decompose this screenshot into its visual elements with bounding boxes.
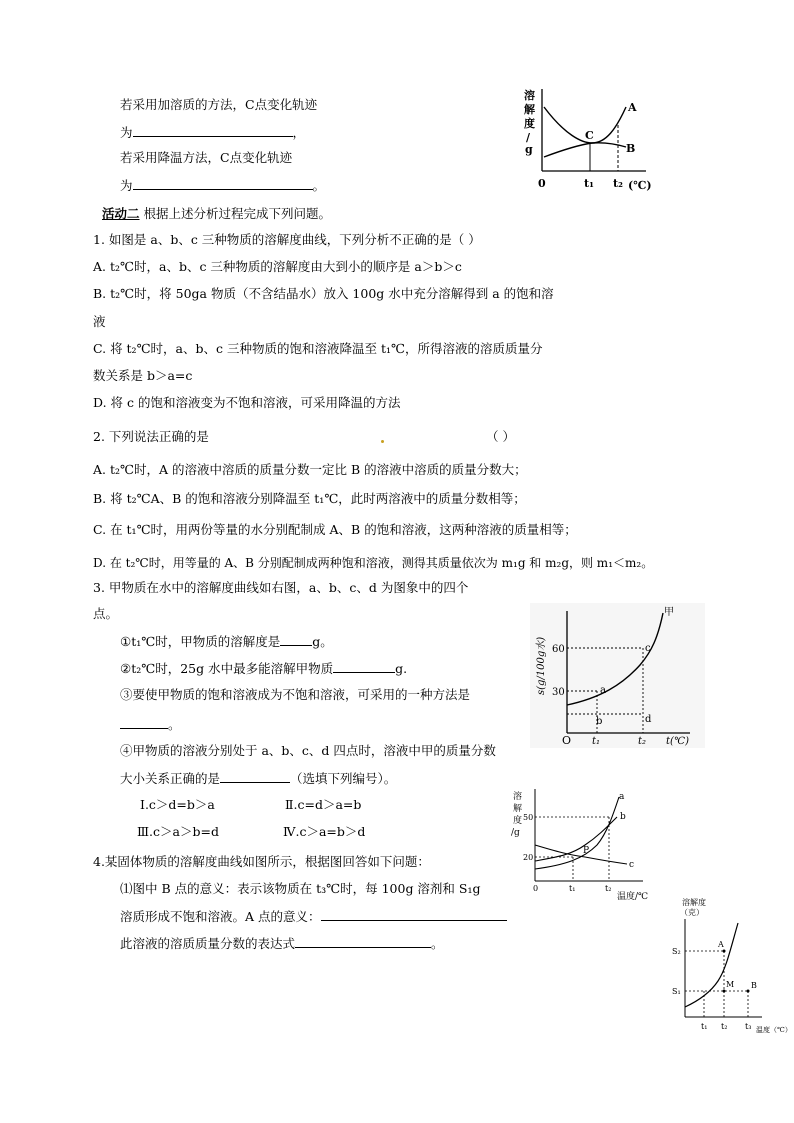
fig1-label-c: C	[585, 129, 594, 142]
fig1-unit: (℃)	[628, 179, 652, 192]
fig4-point-a-marker	[723, 950, 726, 953]
fig3-ylabel-2: 解	[513, 804, 523, 814]
fig1-t2: t₂	[613, 177, 623, 190]
q2-stem: 2. 下列说法正确的是	[93, 429, 209, 444]
fig3-t1: t₁	[569, 884, 576, 893]
intro-line-2-suffix: ，	[292, 125, 306, 140]
q1-option-c-line2: 数关系是 b＞a=c	[93, 368, 193, 383]
q3-item-3: ③要使甲物质的饱和溶液成为不饱和溶液，可采用的一种方法是	[120, 687, 471, 702]
fig3-tick-20: 20	[523, 853, 534, 862]
intro-line-1: 若采用加溶质的方法，C点变化轨迹	[120, 97, 318, 112]
q1-option-b-line1: B. t₂℃时，将 50ga 物质（不含结晶水）放入 100g 水中充分溶解得到 a 的饱和溶	[93, 286, 554, 301]
fig2-tick-30: 30	[552, 687, 565, 698]
intro-line-2-prefix: 为	[120, 125, 133, 140]
q3-item-4-line2	[120, 770, 396, 787]
q3-stem-line1: 3. 甲物质在水中的溶解度曲线如右图，a、b、c、d 为图象中的四个	[93, 580, 469, 595]
intro-line-2	[120, 124, 305, 141]
q3-blank-1[interactable]	[280, 633, 312, 646]
fig3-label-b: b	[620, 812, 626, 822]
figure-1-solubility-chart	[520, 85, 660, 197]
q3-option-1: Ⅰ.c＞d=b＞a	[140, 797, 215, 812]
fig2-ylabel: s(g/100g水)	[536, 636, 547, 695]
q3-option-2: Ⅱ.c=d＞a=b	[285, 797, 362, 812]
q1-option-a: A. t₂℃时，a、b、c 三种物质的溶解度由大到小的顺序是 a＞b＞c	[93, 259, 462, 274]
fig3-origin: 0	[533, 884, 539, 893]
fig3-label-c: c	[629, 860, 635, 870]
answer-blank-2[interactable]	[133, 177, 313, 190]
q1-option-b-line2: 液	[93, 314, 106, 329]
fig1-origin: 0	[538, 177, 546, 190]
fig4-tick-s2: S₂	[672, 947, 681, 956]
fig1-ylabel-4: /	[526, 131, 531, 144]
fig4-curve	[685, 923, 738, 1007]
fig4-t1: t₁	[701, 1022, 708, 1031]
intro-line-4-suffix: 。	[312, 178, 326, 193]
q3-item-2	[120, 660, 407, 677]
intro-line-4	[120, 177, 325, 194]
q3-blank-4[interactable]	[220, 770, 290, 783]
fig2-point-a: a	[600, 685, 606, 696]
fig2-background	[530, 603, 705, 748]
activity-2-heading	[102, 206, 331, 222]
intro-line-3: 若采用降温方法，C点变化轨迹	[120, 150, 293, 165]
figure-4-solubility-chart	[668, 895, 792, 1040]
fig3-label-p: P	[583, 846, 590, 856]
fig4-point-m-marker	[723, 990, 726, 993]
q1-stem: 1. 如图是 a、b、c 三种物质的溶解度曲线，下列分析不正确的是（ ）	[93, 232, 481, 247]
figure-3-solubility-chart	[505, 787, 660, 902]
fig2-curve-label: 甲	[664, 607, 674, 618]
q3-item-3-line2	[120, 716, 181, 733]
fig1-t1: t₁	[584, 177, 594, 190]
fig4-label-a: A	[718, 940, 724, 949]
q3-item-3-end: 。	[168, 717, 181, 732]
q4-line-3-prefix: 此溶液的溶质质量分数的表达式	[120, 936, 296, 951]
q2-answer-paren: （ ）	[486, 429, 515, 444]
q3-item-1	[120, 633, 333, 650]
q1-option-d: D. 将 c 的饱和溶液变为不饱和溶液，可采用降温的方法	[93, 395, 401, 410]
q3-item-4-prefix: 大小关系正确的是	[120, 771, 221, 786]
fig1-ylabel-3: 度	[524, 117, 535, 130]
q4-line-1: ⑴图中 B 点的意义：表示该物质在 t₃℃时，每 100g 溶剂和 S₁g	[120, 881, 481, 896]
fig4-ylabel-2: （克）	[680, 908, 704, 917]
q2-option-c: C. 在 t₁℃时，用两份等量的水分别配制成 A、B 的饱和溶液，这两种溶液的质量相等；	[93, 522, 577, 537]
q3-item-2-prefix: ②t₂℃时，25g 水中最多能溶解甲物质	[120, 661, 334, 676]
fig2-origin: O	[562, 734, 572, 747]
fig3-curve-b	[535, 817, 617, 861]
fig2-xunit: t(℃)	[666, 736, 690, 747]
fig4-xlabel: 温度（℃）	[756, 1026, 792, 1034]
q3-item-2-suffix: g.	[395, 661, 408, 676]
fig1-curve-b	[544, 143, 626, 157]
q3-item-4-line1: ④甲物质的溶液分别处于 a、b、c、d 四点时，溶液中甲的质量分数	[120, 743, 496, 758]
fig4-label-m: M	[726, 980, 735, 989]
q3-blank-2[interactable]	[333, 660, 395, 673]
figure-2-solubility-chart	[530, 603, 705, 748]
q2-option-a: A. t₂℃时，A 的溶液中溶质的质量分数一定比 B 的溶液中溶质的质量分数大；	[93, 462, 527, 477]
fig2-point-d: d	[645, 714, 652, 725]
fig2-tick-60: 60	[552, 644, 565, 655]
fig2-t2: t₂	[638, 736, 647, 747]
q3-option-4: Ⅳ.c＞a=b＞d	[283, 824, 366, 839]
activity-2-label: 活动二	[102, 206, 140, 221]
stray-dot	[381, 440, 384, 443]
fig4-label-b: B	[751, 981, 757, 990]
fig3-ylabel-3: 度	[513, 816, 523, 826]
fig3-ylabel-1: 溶	[513, 792, 523, 802]
fig4-t2: t₂	[721, 1022, 728, 1031]
q4-line-3-suffix: 。	[431, 936, 444, 951]
q3-item-1-suffix: g。	[312, 634, 333, 649]
fig3-tick-50: 50	[523, 813, 534, 822]
fig2-point-c: c	[645, 643, 651, 654]
q4-line-2-prefix: 溶质形成不饱和溶液。A 点的意义：	[120, 909, 321, 924]
fig3-t2: t₂	[605, 884, 612, 893]
q2-option-b: B. 将 t₂℃A、B 的饱和溶液分别降温至 t₁℃，此时两溶液中的质量分数相等；	[93, 491, 526, 506]
fig4-point-b-marker	[747, 990, 750, 993]
fig4-ylabel-1: 溶解度	[682, 898, 706, 907]
q3-item-1-prefix: ①t₁℃时，甲物质的溶解度是	[120, 634, 281, 649]
q3-item-4-suffix: （选填下列编号）。	[290, 771, 397, 786]
q3-blank-3[interactable]	[120, 716, 168, 729]
fig4-tick-s1: S₁	[672, 987, 681, 996]
q4-blank-2[interactable]	[295, 935, 431, 948]
fig1-label-b: B	[626, 142, 636, 155]
answer-blank-1[interactable]	[133, 124, 293, 137]
fig3-ylabel-4: /g	[511, 828, 520, 838]
fig4-t3: t₃	[745, 1022, 752, 1031]
q2-option-d: D. 在 t₂℃时，用等量的 A、B 分别配制成两种饱和溶液，测得其质量依次为 m₁g 和 m₂g，则 m₁＜m₂。	[93, 556, 654, 570]
q4-line-2	[120, 908, 507, 925]
q4-blank-1[interactable]	[321, 908, 507, 921]
q3-option-3: Ⅲ.c＞a＞b=d	[137, 824, 219, 839]
q1-option-c-line1: C. 将 t₂℃时，a、b、c 三种物质的饱和溶液降温至 t₁℃，所得溶液的溶质质量分	[93, 341, 543, 356]
fig3-xlabel: 温度/℃	[617, 892, 649, 902]
q4-stem: 4.某固体物质的溶解度曲线如图所示，根据图回答如下问题：	[93, 854, 430, 869]
fig3-label-a: a	[619, 792, 625, 802]
fig1-ylabel-5: g	[525, 143, 533, 156]
q3-stem-line2: 点。	[93, 606, 119, 621]
fig2-point-b: b	[596, 716, 603, 727]
intro-line-4-prefix: 为	[120, 178, 133, 193]
fig1-ylabel-2: 解	[524, 103, 535, 116]
activity-2-text: 根据上述分析过程完成下列问题。	[139, 206, 331, 221]
q4-line-3	[120, 935, 444, 952]
fig1-label-a: A	[628, 101, 637, 114]
fig1-ylabel-1: 溶	[524, 89, 535, 102]
fig2-t1: t₁	[592, 736, 601, 747]
